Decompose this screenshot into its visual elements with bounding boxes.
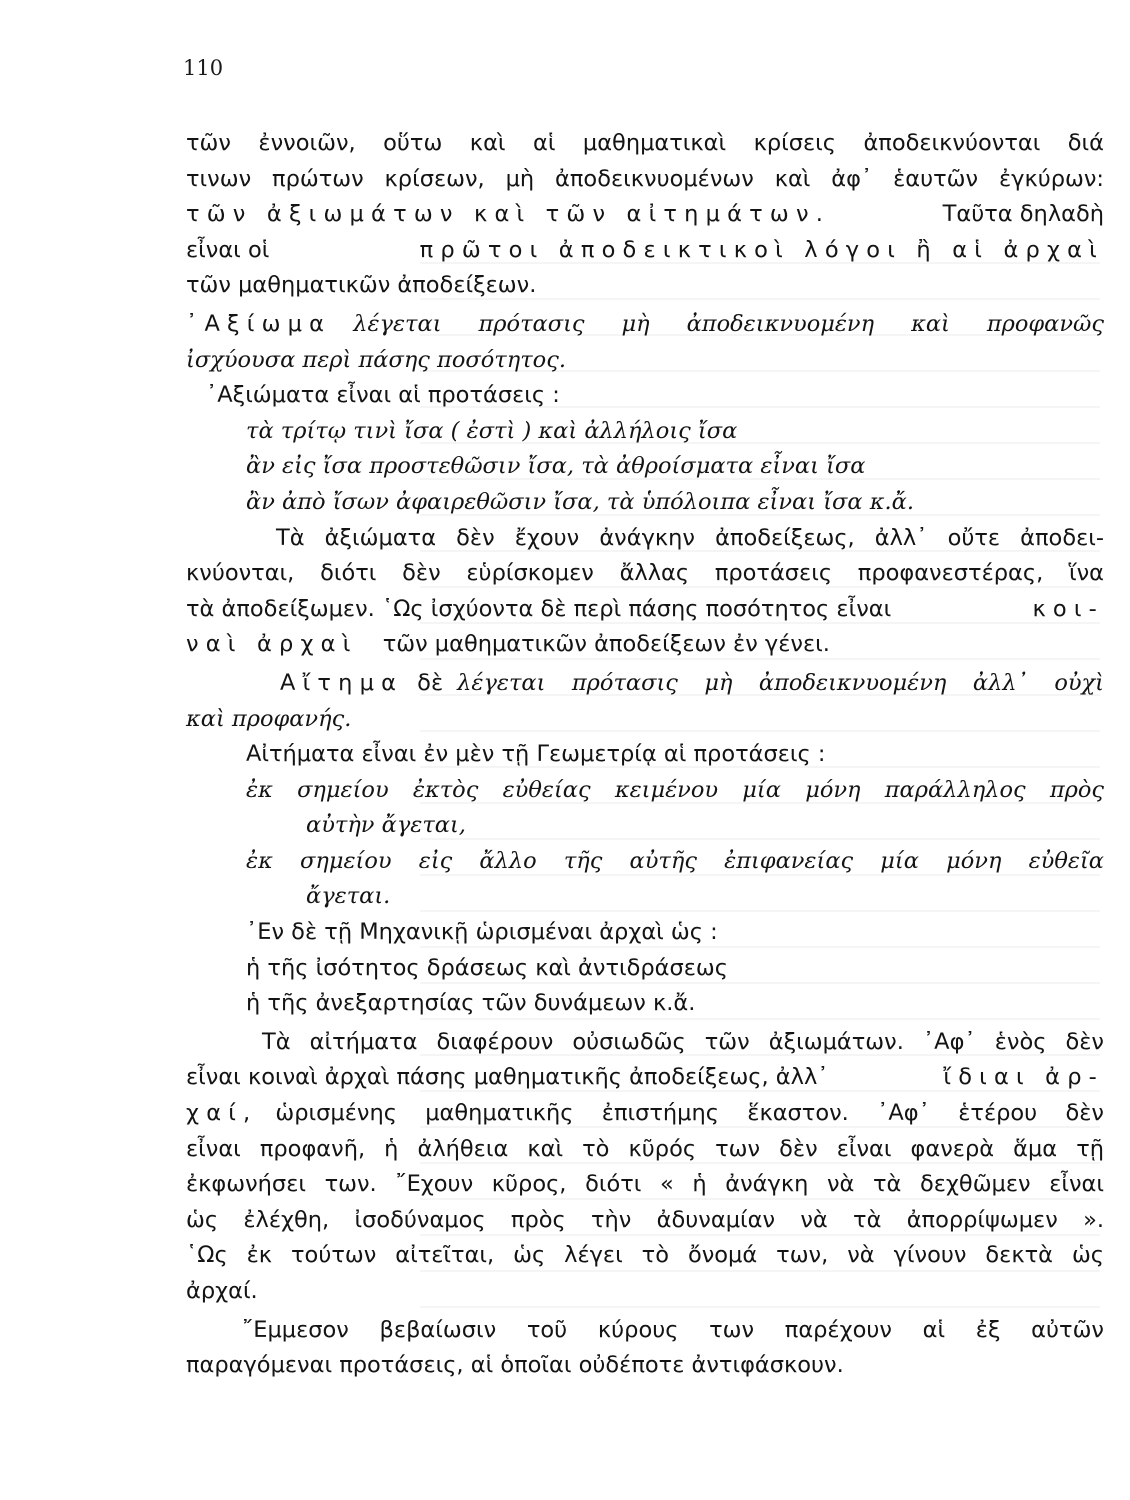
postulate-item: ἐκ σημείου εἰς ἄλλο τῆς αὐτῆς ἐπιφανείας μία μόνη εὐθεῖα — [246, 847, 1104, 874]
body-text — [186, 126, 1104, 1384]
definition-text: λέγεται πρότασις μὴ ἀποδεικνυομένη ἀλλ᾿ οὐχὶ — [457, 669, 1104, 696]
text-line: ἀρχαί. — [186, 1278, 258, 1304]
spaced-term: πρῶτοι ἀποδεικτικοὶ λόγοι ἢ αἱ ἀρχαὶ — [419, 236, 1104, 263]
text-line: ῎Εμμεσον βεβαίωσιν τοῦ κύρους των παρέχουν αἱ ἐξ αὐτῶν — [242, 1316, 1104, 1343]
term-axiom: ᾿Αξίωμα — [186, 310, 332, 337]
text-line: ῾Ως ἐκ τούτων αἰτεῖται, ὡς λέγει τὸ ὄνομά των, νὰ γίνουν δεκτὰ ὡς — [186, 1242, 1104, 1269]
mechanics-item: ἡ τῆς ἀνεξαρτησίας τῶν δυνάμεων κ.ἄ. — [246, 990, 696, 1017]
page-number: 110 — [183, 56, 224, 80]
text-segment: εἶναι οἱ — [186, 236, 270, 263]
text-line: ἐκφωνήσει των. ῎Εχουν κῦρος, διότι « ἡ ἀνάγκη νὰ τὰ δεχθῶμεν εἶναι — [186, 1171, 1104, 1198]
text-line: παραγόμεναι προτάσεις, αἱ ὁποῖαι οὐδέποτε ἀντιφάσκουν. — [186, 1352, 844, 1379]
spaced-term: ἴδιαι ἀρ- — [943, 1064, 1104, 1091]
mechanics-item: ἡ τῆς ἰσότητος δράσεως καὶ ἀντιδράσεως — [246, 954, 728, 981]
text-line: ᾿Εν δὲ τῇ Μηχανικῇ ὡρισμέναι ἀρχαὶ ὡς : — [246, 919, 718, 946]
text-line — [186, 233, 1104, 269]
axiom-item: τὰ τρίτῳ τινὶ ἴσα ( ἐστὶ ) καὶ ἀλλήλοις ἴσα — [246, 417, 738, 444]
text-segment: εἶναι κοιναὶ ἀρχαὶ πάσης μαθηματικῆς ἀποδείξεως, ἀλλ᾿ — [186, 1064, 829, 1091]
postulate-item: ἄγεται. — [306, 883, 391, 910]
definition-text: καὶ προφανής. — [186, 705, 352, 732]
postulate-item: αὐτὴν ἄγεται, — [306, 812, 466, 839]
term-postulate: Αἴτημα — [280, 669, 404, 696]
text-segment: τὰ ἀποδείξωμεν. ῾Ως ἰσχύοντα δὲ περὶ πάσης ποσότητος εἶναι — [186, 595, 892, 622]
text-segment: τῶν μαθηματικῶν ἀποδείξεων ἐν γένει. — [382, 631, 830, 658]
text-line: ὡς ἐλέχθη, ἰσοδύναμος πρὸς τὴν ἀδυναμίαν νὰ τὰ ἀπορρίψωμεν ». — [186, 1206, 1104, 1233]
text-line: Αἰτήματα εἶναι ἐν μὲν τῇ Γεωμετρίᾳ αἱ προτάσεις : — [246, 741, 826, 768]
spaced-term: χαί, — [186, 1100, 258, 1127]
text-line — [186, 307, 1104, 343]
definition-text: λέγεται πρότασις μὴ ἀποδεικνυομένη καὶ προφανῶς — [353, 310, 1104, 337]
text-line — [186, 197, 1104, 233]
text-line — [186, 592, 1104, 628]
text-line: τῶν ἐννοιῶν, οὕτω καὶ αἱ μαθηματικαὶ κρίσεις ἀποδεικνύονται διά — [186, 130, 1104, 156]
definition-text: ἰσχύουσα περὶ πάσης ποσότητος. — [186, 346, 566, 373]
text-line — [186, 1096, 1104, 1132]
axiom-item: ἂν ἀπὸ ἴσων ἀφαιρεθῶσιν ἴσα, τὰ ὑπόλοιπα εἶναι ἴσα κ.ἄ. — [246, 488, 915, 515]
text-line: ᾿Αξιώματα εἶναι αἱ προτάσεις : — [206, 382, 560, 409]
text-segment: ὡρισμένης μαθηματικῆς ἐπιστήμης ἕκαστον. ᾿Αφ᾿ ἑτέρου δὲν — [275, 1100, 1104, 1127]
text-line: τῶν μαθηματικῶν ἀποδείξεων. — [186, 272, 537, 299]
text-segment: δὲ — [417, 669, 444, 696]
text-line: τινων πρώτων κρίσεων, μὴ ἀποδεικνυομένων καὶ ἀφ᾿ ἑαυτῶν ἐγκύρων: — [186, 165, 1104, 192]
text-line: Τὰ ἀξιώματα δὲν ἔχουν ἀνάγκην ἀποδείξεως, ἀλλ᾿ οὔτε ἀποδει- — [276, 524, 1104, 551]
text-line: Τὰ αἰτήματα διαφέρουν οὐσιωδῶς τῶν ἀξιωμάτων. ᾿Αφ᾿ ἑνὸς δὲν — [262, 1028, 1104, 1055]
spaced-term: ναὶ ἀρχαὶ — [186, 631, 358, 658]
text-line — [186, 1060, 1104, 1096]
postulate-item: ἐκ σημείου ἐκτὸς εὐθείας κειμένου μία μόνη παράλληλος πρὸς — [246, 776, 1104, 803]
text-line: εἶναι προφανῆ, ἡ ἀλήθεια καὶ τὸ κῦρός των δὲν εἶναι φανερὰ ἅμα τῇ — [186, 1135, 1104, 1162]
axiom-item: ἂν εἰς ἴσα προστεθῶσιν ἴσα, τὰ ἀθροίσματα εἶναι ἴσα — [246, 453, 866, 480]
text-segment: Ταῦτα δηλαδὴ — [942, 201, 1104, 228]
spaced-term: κοι- — [1032, 595, 1104, 622]
text-line: κνύονται, διότι δὲν εὑρίσκομεν ἄλλας προτάσεις προφανεστέρας, ἵνα — [186, 560, 1104, 587]
spaced-term: τῶν ἀξιωμάτων καὶ τῶν αἰτημάτων. — [186, 201, 831, 228]
text-line — [186, 666, 1104, 702]
text-line — [186, 627, 1104, 663]
